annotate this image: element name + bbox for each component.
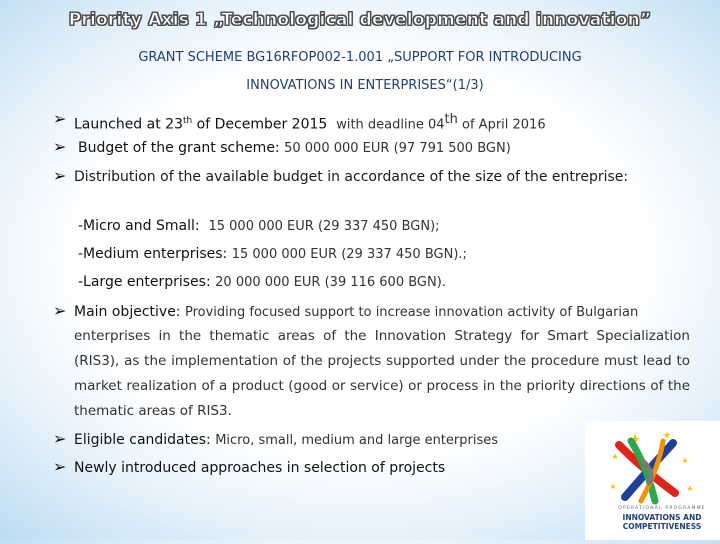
objective-value-rest: enterprises in the thematic areas of the Innovation Strategy for Smart Specialization (RIS3), as the implementation of the projects supported under the procedure must lead to market realization of a product (good or service) or process in the priority directions of the thematic areas of RIS3. (74, 328, 690, 419)
bullet-budget (53, 137, 690, 159)
micro-value: 15 000 000 EUR (29 337 450 BGN); (208, 219, 440, 234)
budget-label: Budget of the grant scheme: (78, 140, 280, 156)
deadline-text: with deadline 04 (336, 117, 445, 133)
arrow-bullet-icon: ➢ (53, 166, 67, 185)
grant-scheme-subtitle-line-2: INNOVATIONS IN ENTERPRISES“(1/3) (246, 78, 484, 93)
medium-value: 15 000 000 EUR (29 337 450 BGN).; (231, 247, 467, 262)
large-label: -Large enterprises: (78, 274, 211, 290)
arrow-bullet-icon: ➢ (53, 429, 67, 448)
arrow-bullet-icon: ➢ (53, 137, 67, 156)
arrow-bullet-icon: ➢ (53, 457, 67, 476)
bullet-main-objective (53, 301, 690, 323)
logo-small-text: OPERATIONAL PROGRAMME (618, 506, 706, 511)
bullet-distribution (53, 166, 690, 188)
distribution-label: Distribution of the available budget in accordance of the size of the entreprise: (74, 169, 629, 185)
objective-value-line-1: Providing focused support to increase innovation activity of Bulgarian (184, 305, 639, 320)
budget-value: 50 000 000 EUR (97 791 500 BGN) (284, 141, 511, 156)
deadline-date: of April 2016 (457, 117, 546, 133)
launched-sup: th (182, 116, 193, 126)
medium-label: -Medium enterprises: (78, 246, 228, 262)
large-item (78, 274, 446, 290)
large-value: 20 000 000 EUR (39 116 600 BGN). (215, 275, 446, 290)
objective-label: Main objective: (74, 304, 181, 320)
micro-label: -Micro and Small: (78, 218, 200, 234)
eligible-label: Eligible candidates: (74, 432, 211, 448)
grant-scheme-subtitle-line-1: GRANT SCHEME BG16RFOP002-1.001 „SUPPORT FOR INTRODUCING (138, 50, 582, 65)
arrow-bullet-icon: ➢ (53, 109, 67, 128)
logo-text-line-2: COMPETITIVENESS (622, 522, 702, 531)
arrow-bullet-icon: ➢ (53, 301, 67, 320)
deadline-sup: th (444, 112, 458, 127)
medium-item (78, 246, 467, 262)
launched-text: Launched at 23 (74, 116, 183, 133)
eligible-value: Micro, small, medium and large enterprises (215, 433, 499, 448)
slide-title: Priority Axis 1 „Technological development and innovation” (68, 10, 652, 30)
logo-text-line-1: INNOVATIONS AND (622, 513, 702, 522)
micro-small-item (78, 218, 440, 234)
launched-date: of December 2015 (192, 116, 328, 133)
bullet-launched (53, 109, 690, 136)
newly-label: Newly introduced approaches in selection of projects (74, 460, 446, 476)
